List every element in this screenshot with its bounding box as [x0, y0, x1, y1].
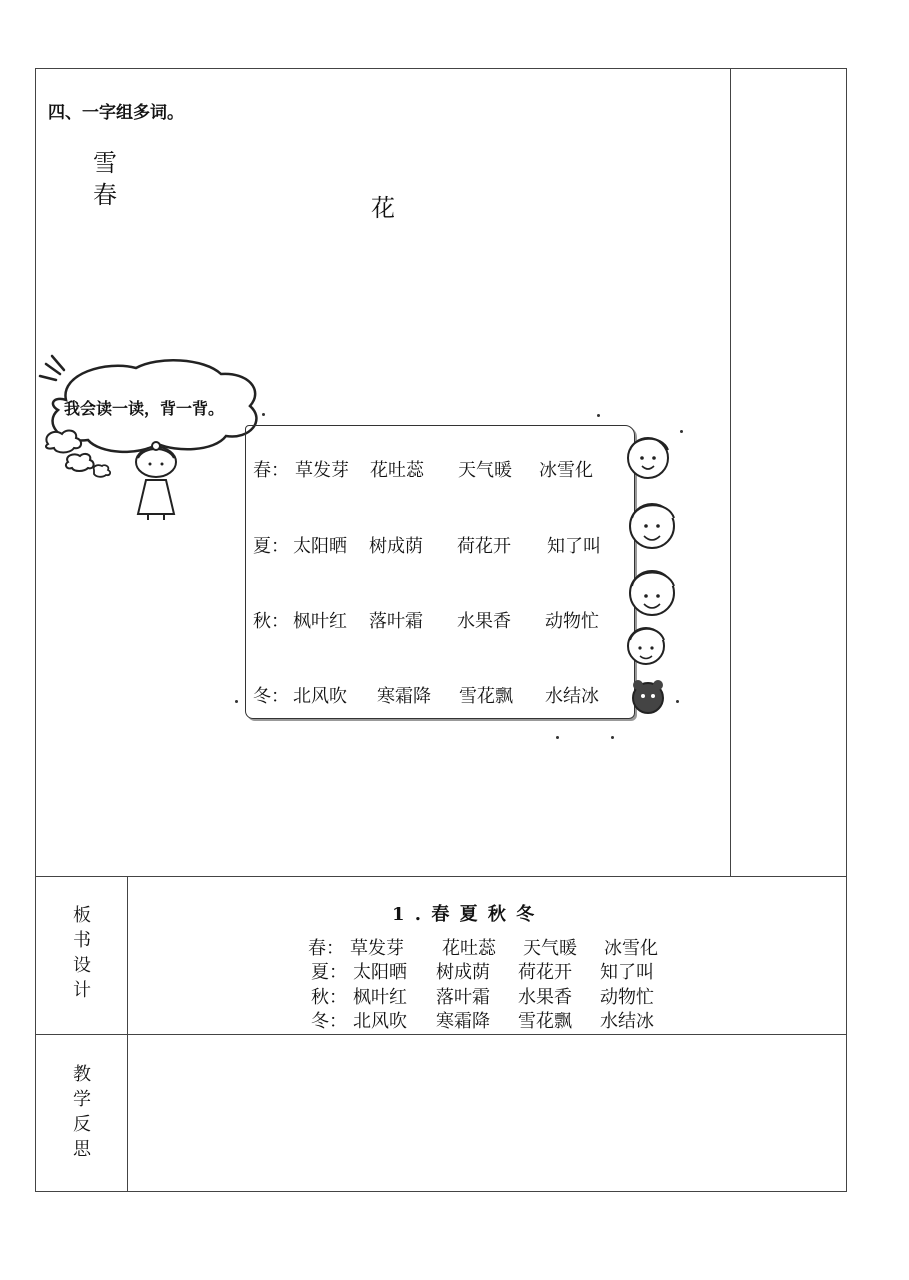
- phrase: 天气暖: [523, 938, 577, 959]
- peeking-kids-icon: [618, 408, 686, 730]
- phrase: 荷花开: [518, 962, 572, 983]
- phrase: 树成荫: [369, 536, 423, 557]
- phrase: 枫叶红: [293, 611, 347, 632]
- board-label-char: 计: [73, 980, 91, 1001]
- phrase: 天气暖: [458, 460, 512, 481]
- phrase: 冰雪化: [604, 938, 658, 959]
- table-right-border: [846, 68, 847, 1192]
- label-column-divider: [127, 876, 128, 1192]
- phrase: 落叶霜: [369, 611, 423, 632]
- phrase: 动物忙: [545, 611, 599, 632]
- phrase: 雪花飘: [459, 686, 513, 707]
- phrase: 荷花开: [457, 536, 511, 557]
- reflection-label-char: 教: [73, 1064, 91, 1085]
- word-char-spring: 春: [93, 181, 117, 209]
- girl-figure-icon: [128, 440, 184, 522]
- season-label: 春：: [308, 938, 344, 959]
- board-label-char: 板: [73, 905, 91, 926]
- phrase: 雪花飘: [518, 1011, 572, 1032]
- word-char-snow: 雪: [93, 149, 117, 177]
- phrase: 太阳晒: [353, 962, 407, 983]
- reflection-label-char: 学: [73, 1089, 91, 1110]
- phrase: 草发芽: [295, 460, 349, 481]
- phrase: 北风吹: [353, 1011, 407, 1032]
- reflection-label-char: 反: [73, 1114, 91, 1135]
- phrase: 水果香: [457, 611, 511, 632]
- season-label: 夏：: [311, 962, 347, 983]
- season-label: 春：: [253, 460, 289, 481]
- phrase: 水结冰: [600, 1011, 654, 1032]
- phrase: 水果香: [518, 987, 572, 1008]
- phrase: 知了叫: [547, 536, 601, 557]
- table-bottom-border: [35, 1191, 847, 1192]
- phrase: 北风吹: [293, 686, 347, 707]
- board-label: [67, 903, 97, 1003]
- phrase: 动物忙: [600, 987, 654, 1008]
- reading-row-winter: [253, 682, 599, 808]
- season-label: 秋：: [253, 611, 289, 632]
- phrase: 草发芽: [350, 938, 404, 959]
- season-label: 秋：: [311, 987, 347, 1008]
- table-top-border: [35, 68, 847, 69]
- season-label: 冬：: [311, 1011, 347, 1032]
- phrase: 寒霜降: [436, 1011, 490, 1032]
- board-row-top-border: [35, 876, 847, 877]
- phrase: 花吐蕊: [370, 460, 424, 481]
- section-title: 四、一字组多词。: [48, 103, 184, 123]
- board-title: 1 . 春 夏 秋 冬: [392, 904, 537, 925]
- center-char-flower: 花: [371, 194, 395, 222]
- phrase: 落叶霜: [436, 987, 490, 1008]
- bubble-text: 我会读一读，背一背。: [64, 399, 225, 418]
- inner-right-column-divider: [730, 68, 731, 876]
- phrase: 知了叫: [600, 962, 654, 983]
- phrase: 太阳晒: [293, 536, 347, 557]
- phrase: 冰雪化: [539, 460, 593, 481]
- board-label-char: 书: [73, 930, 91, 951]
- reflection-row-top-border: [35, 1034, 847, 1035]
- season-label: 冬：: [253, 686, 289, 707]
- table-left-border: [35, 68, 36, 1192]
- reflection-label-char: 思: [73, 1139, 91, 1160]
- board-label-char: 设: [73, 955, 91, 976]
- reflection-label: [67, 1062, 97, 1162]
- phrase: 树成荫: [436, 962, 490, 983]
- phrase: 寒霜降: [377, 686, 431, 707]
- phrase: 水结冰: [545, 686, 599, 707]
- season-label: 夏：: [253, 536, 289, 557]
- phrase: 枫叶红: [353, 987, 407, 1008]
- phrase: 花吐蕊: [442, 938, 496, 959]
